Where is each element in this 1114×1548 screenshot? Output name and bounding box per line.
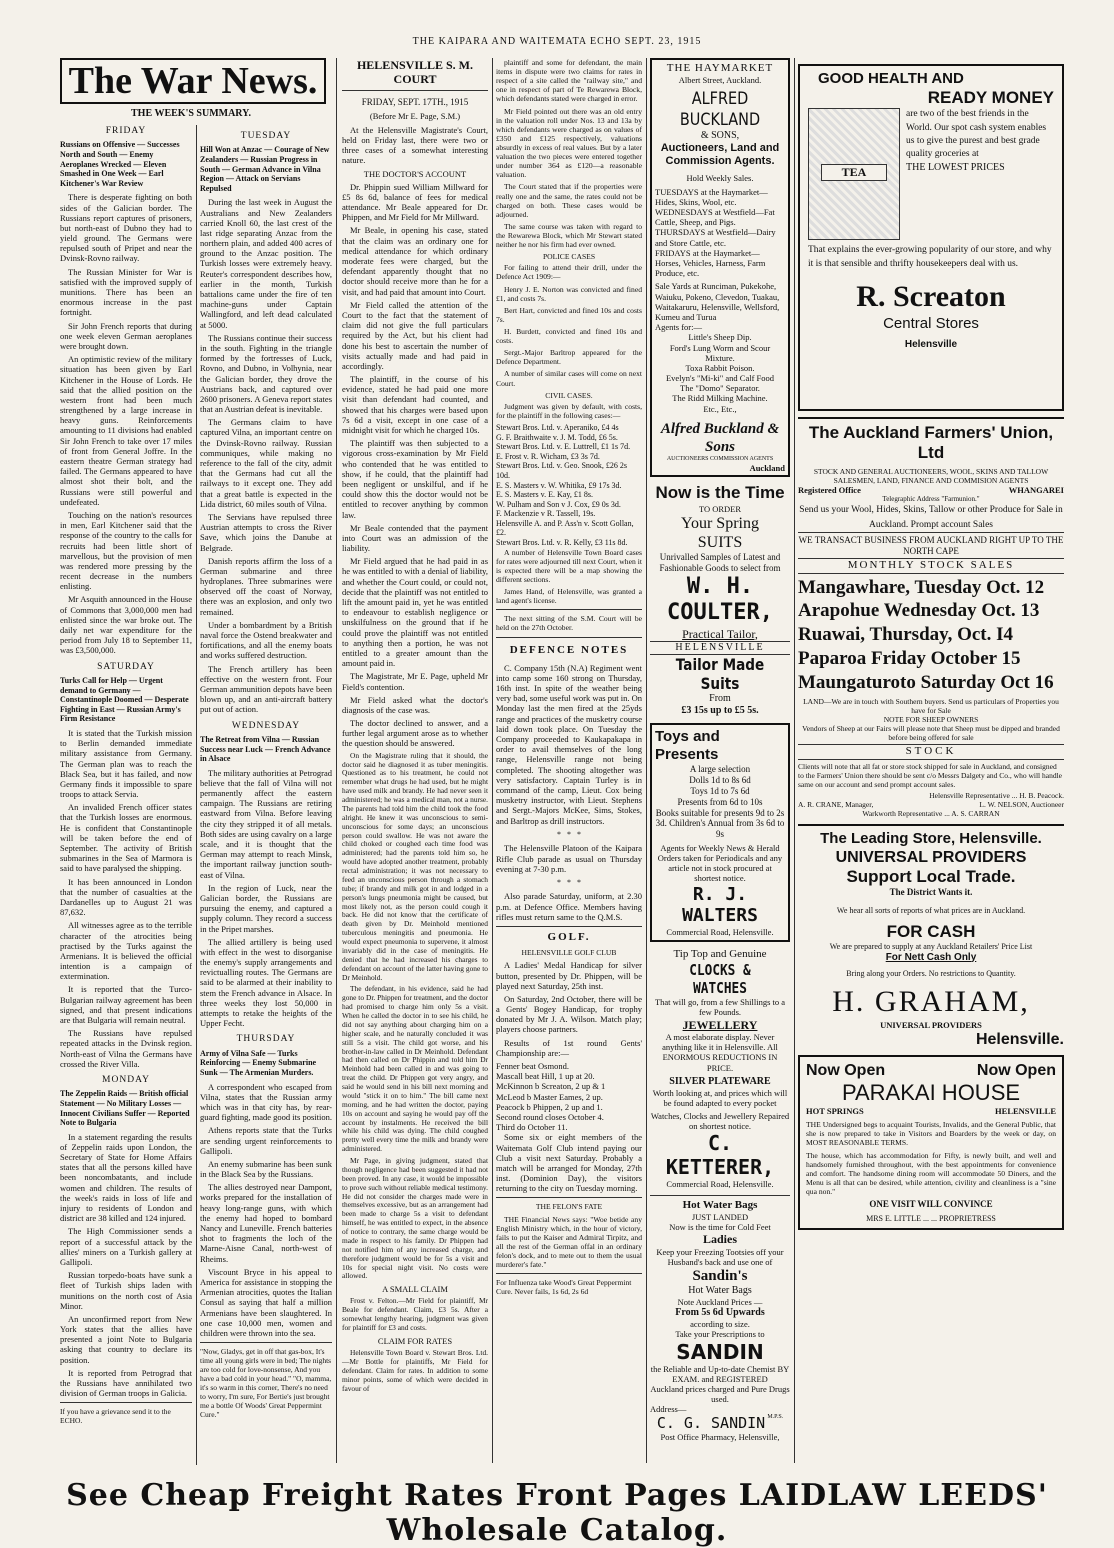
coulter-advert (650, 483, 790, 717)
golf-result: Peacock b Phippen, 2 up and 1. (496, 1101, 603, 1112)
mps-label: M.P.S. (767, 1414, 784, 1421)
wednesday-para: The allied artillery is being used with effect in the west to disorganise the enemy's supply arrangements and revictualling routes. The Germans are said to be alarmed at their inability to stem the French advance in Alsace. In three weeks they lost 50,000 in attempts to retake the heights of the Upper Fecht. (200, 936, 332, 1029)
now-is-time: Now is the Time (655, 483, 785, 503)
thursday-para: Athens reports state that the Turks are sending urgent reinforcements to Gallipoli. (200, 1125, 332, 1156)
practical-tailor: Practical Tailor, (682, 626, 758, 641)
tuesday-para: The Servians have repulsed three Austrian attempts to cross the River Save, which joins the Danube at Belgrade. (200, 511, 332, 553)
registered-office: Registered Office (798, 484, 861, 495)
police-line: Sergt.-Major Barltrop appeared for the Defence Department. (496, 348, 642, 367)
doctor-para: Mr Beale contended that the payment into Court was an admission of the liability. (342, 522, 488, 554)
saturday-label: SATURDAY (97, 661, 155, 672)
court-date: FRIDAY, SEPT. 17TH., 1915 (361, 96, 469, 107)
sale-yards: Sale Yards at Runciman, Pukekohe, Waiuku, Pokeno, Clevedon, Tuakau, Waitakaruru, Helensville, Wellsford, Kumeu and Turua (655, 281, 780, 322)
buckland-advert (650, 58, 790, 477)
central-stores: Central Stores (883, 314, 979, 332)
now-open-left: Now Open (806, 1061, 886, 1079)
court-title: HELENSVILLE S. M. COURT (342, 58, 488, 91)
civil-case: Helensville A. and P. Ass'n v. Scott Gollan, £2. (496, 518, 634, 538)
warkworth-rep: Warkworth Representative ... A. S. CARRAN (862, 808, 1000, 818)
parakai-text: The house, which has accommodation for Fifty, is newly built, and well and handsomely furnished throughout, with the best appointments for convenience and comfort. The handsome dining room will accommodate 50 Diners, and the Menu is all that can be desired, while attention, civility and cleanliness is a "sine qua non." (806, 1150, 1056, 1197)
column-rule (196, 125, 197, 1465)
doctor-para: The defendant, in his evidence, said he had gone to Dr. Phippen for treatment, and the doctor had promised to charge him only 5s a visit. When he called the doctor in to see his child, he did not say anything about charging him on a higher scale, and he naturally concluded it was still 5s a visit. The child got worse, and his brother-in-law called in Dr Meinhold. Defendant had then called on Dr Phippin and told him Dr Meinhold had been called in and was going to treat the child. Dr Phippen got very angry, and said he would send in his bill next morning and would "stick it on to him." The bill came next morning, and he had written the doctor, paying 10s on account and saying he would pay off the account by instalments. He received the bill while his child was dying. The child coughed pretty well every time the milk and brandy were administered. (342, 984, 488, 1154)
civil-case: E. Frost v. R. Wicham, £3 3s 7d. (496, 451, 600, 461)
doctor-para: Mr Field asked what the doctor's diagnosis of the case was. (342, 694, 488, 715)
golf-para: On Saturday, 2nd October, there will be a Gents' Bogey Handicap, for trophy donated by Mr J. A. Wilson. Match play; players choose partners. (496, 993, 642, 1035)
coulter-name: W. H. COULTER, (667, 573, 773, 626)
support-local-trade: Support Local Trade. (846, 866, 1016, 886)
golf-club-name: HELENSVILLE GOLF CLUB (521, 948, 617, 958)
adjourn-note: A number of Helensville Town Board cases for rates were adjourned till next Court, when it is expected there will be a map showing the different sections. (496, 547, 642, 584)
screaton-blurb: are two of the best friends in the World. Our spot cash system enables us to give the purest and best grade quality groceries at (906, 109, 1047, 160)
parakai-text: THE Undersigned begs to acquaint Tourists, Invalids, and the General Public, that she is now prepared to take in Visitors and Boarders by the week or day, on MOST REASONABLE TERMS. (806, 1120, 1056, 1148)
agency-item: Evelyn's "Mi-ki" and Calf Food (665, 373, 775, 384)
court-column (342, 58, 488, 1468)
plateware-label: SILVER PLATEWARE (669, 1075, 771, 1087)
friday-para: Mr Asquith announced in the House of Commons that 3,000,000 men had enlisted since the war broke out. The daily net war expenditure for the period from July 18 to September 11, was £3,500,000. (60, 594, 192, 656)
buckland-name: ALFRED BUCKLAND (679, 89, 761, 130)
sale-day: WEDNESDAYS at Westfield—Fat Cattle, Sheep, and Pigs. (655, 207, 775, 228)
doctor-para: Mr Beale, in opening his case, stated that the claim was an ordinary one for medical attendance for which ordinary moderate fees were charged, but the defendant apparently thought that no doctor should receive more than he for a visit, and had paid that amount into Court. (342, 225, 488, 297)
graham-town: Helensville. (975, 1031, 1064, 1049)
parakai-town: HELENSVILLE (995, 1106, 1056, 1117)
friday-para: The Russian Minister for War is satisfied with the improved supply of munitions. There has been an enormous increase in the past fortnight. (60, 266, 192, 318)
size-note: according to size. (690, 1319, 750, 1330)
civil-case: G. F. Braithwaite v. J. M. Todd, £6 5s. (496, 432, 618, 442)
column-rule (646, 58, 647, 1463)
doctor-para: Dr. Phippin sued William Millward for £5 8s 6d, balance of fees for medical attendance. Mr Beale appeared for Dr. Phippen, and Mr Field for Mr Millward. (342, 181, 488, 223)
police-line: H. Burdett, convicted and fined 10s and costs. (496, 326, 642, 346)
now-open-row (806, 1061, 1056, 1080)
thursday-para: An enemy submarine has been sunk in the Black Sea by the Russians. (200, 1158, 332, 1180)
friday-headline: Russians on Offensive — Successes North and South — Enemy Aeroplanes Wrecked — Eleven Smashed in One Week — Earl Kitchener's War Review (60, 140, 180, 188)
monday-para: Russian torpedo-boats have sunk a fleet of Turkish ships laden with munitions on the north cost of Asia Minor. (60, 1270, 192, 1311)
civil-case: Stewart Bros. Ltd. v. R. Kelly, £3 11s 8d. (496, 538, 628, 548)
friday-para: Touching on the nation's resources in men, Earl Kitchener said that the response of the country to the calls for recruits had been little short of marvellous, but the provision of men was rendered more pressing by the recent decrease in the numbers enlisting. (60, 509, 192, 592)
separator-stars: * * * (557, 877, 581, 887)
good-health-label: GOOD HEALTH AND (818, 70, 964, 87)
licence-note: James Hand, of Helensville, was granted a land agent's license. (496, 587, 642, 606)
plateware-text: Worth looking at, and prices which will be found adapted to every pocket (652, 1087, 788, 1108)
sale-day: FRIDAYS at the Haymarket—Horses, Vehicles, Harness, Farm Produce, etc. (655, 247, 766, 279)
toys-item: Dolls 1d to 8s 6d (689, 775, 751, 786)
agency-item: The "Domo" Separator. (680, 383, 760, 394)
week-summary-label: THE WEEK'S SUMMARY. (131, 108, 251, 119)
friday-para: There is desperate fighting on both sides of the Galician border. The Russians report captures of prisoners, but north-east of Dubno they had to yield ground. The Germans were repulsed south of Pripet and near the Dvinsk-Rovno railway. (60, 192, 192, 264)
one-visit: ONE VISIT WILL CONVINCE (869, 1199, 993, 1210)
defence-para: Also parade Saturday, uniform, at 2.30 p.m. at Defence Office. Members having rifles must return same to the Q.M.S. (496, 891, 642, 922)
tuesday-para: The Russians continue their success in the south. Fighting in the triangle formed by the fortresses of Luck, Rovno, and Dubno, in Volhynia, near the Galician border, they drove the Austrians back, and captured over 2600 prisoners. A Geneva report states that an Austrian defeat is inevitable. (200, 332, 332, 415)
agency-item: Etc., Etc., (703, 403, 737, 414)
farmers-union-advert (798, 417, 1064, 818)
haymarket-title: THE HAYMARKET (666, 62, 774, 74)
buckland-town: Auckland (749, 463, 785, 474)
civil-case: Stewart Bros. Ltd. v. Geo. Snook, £26 2s 10d. (496, 461, 628, 480)
tuesday-headline: Hill Won at Anzac — Courage of New Zealanders — Russian Progress in South — German Advance in Vilna Region — Attack on Servians Repulsed (200, 145, 330, 193)
civil-cases-list (496, 423, 642, 548)
repair-text: Watches, Clocks and Jewellery Repaired on shortest notice. (650, 1111, 790, 1132)
prices-text: Auckland prices charged and Pure Drugs used. (650, 1383, 790, 1405)
from-label: From (709, 693, 731, 705)
police-cases-head: POLICE CASES (542, 252, 596, 262)
civil-case: W. Pulham and Son v J. Cox, £9 0s 3d. (496, 499, 621, 509)
toys-item: Presents from 6d to 10s (677, 796, 763, 807)
wednesday-headline: The Retreat from Vilna — Russian Success near Luck — French Advance in Alsace (200, 734, 331, 764)
spring-label: Your Spring (681, 514, 759, 532)
next-sitting-note: The next sitting of the S.M. Court will be held on the 27th October. (496, 614, 642, 633)
lowest-prices: THE LOWEST PRICES (906, 161, 1005, 173)
graham-name: H. GRAHAM, (832, 985, 1030, 1019)
tuesday-para: During the last week in August the Australians and New Zealanders carried Knoll 60, the last crest of the last ridge separating Anzac from the northern plain, and added 400 acres of ground to the Anzac position. The Turkish losses were extremely heavy. Reuter's correspondent describes how, earlier in the month, Turkish battalions came under the fire of ten machine-guns under Captain Wallingford, and left dead calculated at 5000. (200, 197, 332, 330)
war-news-title-box: The War News. (60, 58, 326, 104)
civil-cases-head: CIVIL CASES. (545, 390, 593, 400)
ketterer-advert (650, 948, 790, 1190)
haymarket-address: Albert Street, Auckland. (678, 75, 762, 86)
stock-sale-item: Ruawai, Thursday, Oct. I4 (798, 624, 1014, 646)
agency-item: Ford's Lung Worm and Scour Mixture. (669, 342, 771, 363)
golf-result: Second round closes October 4. (496, 1111, 604, 1122)
friday-para: An optimistic review of the military situation has been given by Earl Kitchener in the House of Lords. He said that the allied position on the western front had been much strengthened by a large increase in heavy guns. Reinforcements amounting to 11 divisions had enabled Sir John French to take over 17 miles of front from General Joffre. In the eastern theatre German strategy had failed. The Germans appeared to have almost shot their bolt, and the Russians were still powerful and undefeated. (60, 354, 192, 507)
thursday-label: THURSDAY (236, 1034, 296, 1045)
saturday-para: It is reported that the Turco-Bulgarian railway agreement has been signed, and that present indications are that Bulgaria will remain neutral. (60, 984, 192, 1026)
unrivalled-text: Unrivalled Samples of Latest and Fashionable Goods to select from (659, 552, 781, 573)
toys-title: Toys and Presents (655, 728, 720, 764)
parakai-house: PARAKAI HOUSE (841, 1079, 1021, 1105)
sale-day: TUESDAYS at the Haymarket—Hides, Skins, Wool, etc. (655, 186, 768, 207)
golf-result: Mascall beat Hill, 1 up at 20. (496, 1071, 595, 1082)
golf-para: Some six or eight members of the Waitemata Golf Club intend paying our Club a visit next Saturday. Probably a match will be arranged for Monday, 27th inst. (Dominion Day), the visitors returning to the city on Tuesday morning. (496, 1132, 642, 1194)
address-label: Address— (650, 1404, 687, 1415)
sandin-title: SANDIN (676, 1339, 764, 1364)
small-claim-para: Frost v. Felton.—Mr Field for plaintiff, Mr Beale for defendant. Claim, £3 5s. After a somewhat lengthy hearing, judgment was given for plaintiff for £3 and costs. (342, 1296, 488, 1333)
sandin-signature (650, 1414, 790, 1432)
toys-item: Toys 1d to 7s 6d (690, 785, 750, 796)
tin-label: TEA (821, 164, 887, 180)
war-news-column-2 (200, 125, 332, 1468)
tuesday-para: Under a bombardment by a British naval force the Ostend breakwater and fortifications, and all the enemy boats and works suffered destruction. (200, 619, 332, 661)
police-line: Henry J. E. Norton was convicted and fined £1, and costs 7s. (496, 284, 642, 303)
golf-result: Fenner beat Osmond. (496, 1061, 569, 1072)
rates-cont-para: The same course was taken with regard to the Rewarewa Block, which Mr Stewart stated neither he nor his firm had ever owned. (496, 221, 642, 250)
friday-label: FRIDAY (105, 126, 147, 136)
doctor-para: The plaintiff, in the course of his evidence, stated he had paid one more visit than defendant had counted, and showed that his charges were based upon 7s 6d a visit, except in one case of a midnight visit for which he charged 10s. (342, 374, 488, 436)
police-line: For failing to attend their drill, under the Defence Act 1909:— (496, 263, 642, 282)
nett-cash: For Nett Cash Only (885, 951, 977, 963)
prescriptions-text: Take your Prescriptions to (675, 1329, 765, 1340)
now-open-right: Now Open (976, 1061, 1056, 1079)
agency-item: Toxa Rabbit Poison. (685, 362, 755, 373)
universal-providers: UNIVERSAL PROVIDERS (835, 848, 1027, 866)
rates-claim-head: CLAIM FOR RATES (377, 1335, 453, 1346)
golf-result: McLeod b Master Eames, 2 up. (496, 1091, 603, 1102)
monthly-stock-sales: MONTHLY STOCK SALES (798, 558, 1064, 573)
representative-line: Helensville Representative ... H. B. Peacock. (929, 790, 1064, 800)
saturday-headline: Turks Call for Help — Urgent demand to Germany — Constantinople Doomed — Desperate Fighting in East — Russian Army's Firm Resistance (60, 676, 189, 724)
to-order: TO ORDER (698, 503, 742, 514)
stock-head: STOCK (798, 744, 1064, 759)
buckland-logo-sub: AUCTIONEERS COMMISSION AGENTS (666, 455, 774, 462)
screaton-name: R. Screaton (856, 279, 1006, 313)
leading-store: The Leading Store, Helensville. (820, 829, 1042, 847)
column-rule (492, 58, 493, 1463)
farmers-trade: STOCK AND GENERAL AUCTIONEERS, WOOL, SKINS AND TALLOW SALESMEN, LAND, FINANCE AND COMMISION AGENTS (813, 466, 1049, 485)
for-cash: FOR CASH (886, 921, 976, 941)
transact-text: WE TRANSACT BUSINESS FROM AUCKLAND RIGHT UP TO THE NORTH CAPE (798, 532, 1064, 557)
court-intro: At the Helensville Magistrate's Court, held on Friday last, there were two or three cases of a somewhat interesting nature. (342, 124, 488, 166)
doctor-account-head: THE DOCTOR'S ACCOUNT (363, 168, 467, 179)
telegraphic-address: Telegraphic Address "Farmunion." (882, 494, 980, 503)
doctor-para: The plaintiff was then subjected to a vigorous cross-examination by Mr Field who contended that he was entitled to show, if he could, that the plaintiff had been negligent or unskilful, and if he could show this the doctor would not be entitled to recover anything by common law. (342, 438, 488, 520)
saturday-para: It has been announced in London that the number of casualties at the Dardanelles up to August 21 was 87,632. (60, 876, 192, 918)
rates-cont-para: The Court stated that if the properties were really one and the same, the rates could not be charged on both. These cases would be adjourned. (496, 182, 642, 219)
saturday-para: An invalided French officer states that the Turkish losses are enormous. He is confident that Constantinople will be taken before the end of September. The activity of British submarines in the Sea of Marmora is said to have paralysed the shipping. (60, 802, 192, 874)
ready-money-label: READY MONEY (927, 88, 1054, 107)
tuesday-para: The Germans claim to have captured Vilna, an important centre on the Dvinsk-Rovno railway. Russian communiques, while making no reference to the fall of the city, admit that the Germans had cut all the railways to it except one. They add that a great battle is expected in the Lida district, 60 miles south of Vilna. (200, 417, 332, 509)
jewellery-text: A most elaborate display. Never anything like it in Helensville. All ENORMOUS REDUCTIONS IN PRICE. (662, 1031, 778, 1073)
monday-para: It is reported from Petrograd that the Russians have annihilated two division of German troops in Galicia. (60, 1367, 192, 1399)
weekly-sales: Hold Weekly Sales. (686, 172, 754, 183)
thursday-para: The allies destroyed near Dampont, works prepared for the installation of heavy long-range guns, with which the enemy had hoped to bombard Nancy and Luneville. French batteries shot to fragments the loch of the Marne-Aisne Canal, north-west of Rheims. (200, 1182, 332, 1264)
parakai-advert (798, 1055, 1064, 1230)
coulter-town: HELENSVILLE (650, 641, 790, 655)
sheep-owners-head: NOTE FOR SHEEP OWNERS (883, 715, 979, 725)
court-before: (Before Mr E. Page, S.M.) (369, 110, 461, 121)
registered-office-row (798, 485, 1064, 495)
jewellery-label: JEWELLERY (682, 1017, 758, 1032)
walters-advert (650, 723, 790, 942)
prepared-supply: We are prepared to supply at any Auckland Retailers' Price List (829, 941, 1033, 951)
court-continued-column (496, 58, 642, 1468)
stock-sale-item: Paparoa Friday October 15 (798, 647, 1021, 669)
sandin-name: C. G. SANDIN (656, 1414, 766, 1433)
civil-case: Stewart Bros. Ltd. v. Aperaniko, £4 4s (496, 422, 619, 432)
felons-fate-head: THE FELON'S FATE (535, 1202, 603, 1212)
saturday-para: All witnesses agree as to the terrible character of the atrocities being practised by the Turks against the Armenians. It is believed the official intention is a campaign of extermination. (60, 920, 192, 982)
sandin-advert (650, 1195, 790, 1443)
golf-result: McKinnon b Screaton, 2 up & 1 (496, 1081, 606, 1092)
golf-para: A Ladies' Medal Handicap for silver button, presented by Dr. Phippen, will be played next Saturday, 25th inst. (496, 960, 642, 991)
monday-para: The High Commissioner sends a report of a successful attack by the allies' miners on a Turkish gallery at Gallipoli. (60, 1226, 192, 1267)
footer-banner: See Cheap Freight Rates Front Pages LAIDLAW LEEDS' Wholesale Catalog. (66, 1478, 1048, 1548)
influenza-ad: For Influenza take Wood's Great Peppermint Cure. Never fails, 1s 6d, 2s 6d (496, 1278, 632, 1297)
doctor-para: Mr Field called the attention of the Court to the fact that the statement of claim did not give the full particulars required by the Act, but his client had done his best to ascertain the number of visits actually made and had paid in accordingly. (342, 299, 488, 371)
civil-case: E. S. Masters v. E. Kay, £1 8s. (496, 490, 593, 500)
toys-selection: A large selection (689, 764, 751, 775)
buckland-trade: Auctioneers, Land and Commission Agents. (660, 142, 780, 168)
column-rule (794, 58, 795, 1463)
friday-para: Sir John French reports that during one week eleven German aeroplanes were brought down. (60, 320, 192, 351)
saturday-para: The Russians have repulsed repeated attacks in the Dvinsk region. North-east of Vilna the Germans have crossed the River Villa. (60, 1028, 192, 1069)
screaton-town: Helensville (904, 338, 958, 350)
ladies-label: Ladies (702, 1232, 737, 1247)
advertisements-column-2 (798, 64, 1064, 1468)
buckland-logo-text: Alfred Buckland & Sons (660, 420, 780, 455)
tiptop-label: Tip Top and Genuine (673, 948, 767, 961)
suits-label: SUITS (697, 533, 743, 551)
peppermint-cure-ad: "Now, Gladys, get in off that gas-box, It's time all young girls were in bed; The nights are too cold for love-nonsense, And you have a bad cold in your head." "O, mamma, it's so warm in this corner, There's no need to worry, I'm sure, For Bertie's just brought me a bottle Of Woods' Great Peppermint Cure." (200, 1347, 332, 1420)
clocks-watches: CLOCKS & WATCHES (689, 961, 751, 998)
civil-case: F. Mackenzie v R. Tassell, 19s. (496, 509, 596, 519)
chemist-text: the Reliable and Up-to-date Chemist BY EXAM. and REGISTERED (650, 1363, 790, 1384)
tuesday-para: The French artillery has been effective on the western front. Four German ammunition depots have been blown up, and an anti-aircraft battery put out of action. (200, 663, 332, 715)
police-line: A number of similar cases will come on next Court. (496, 369, 642, 388)
sheep-owners-note: Vendors of Sheep at our Fairs will please note that Sheep must be dipped and branded before being offered for sale (802, 724, 1060, 743)
monday-headline: The Zeppelin Raids — British official Statement — No Military Losses — Innocent Civilians Suffer — Reported Note to Bulgaria (60, 1089, 190, 1128)
doctor-para: Mr Field argued that he had paid in as he was entitled to with a denial of liability, and whether the Court could, or could not, decide that the plaintiff was not entitled to lift the amount paid in, yet he was entitled to endeavour to establish negligence or unskilfulness on the ground that if he could prove the plaintiff was not entitled to anything then a portion, he was not entitled to a greater amount than the amount paid in. (342, 556, 488, 669)
column-rule (336, 58, 337, 1463)
golf-head: GOLF. (547, 931, 591, 944)
wednesday-para: In the region of Luck, near the Galician border, the Russians are pursuing the enemy, and captured a supply column. They record a success in the Pripet marshes. (200, 882, 332, 934)
doctor-para: On the Magistrate ruling that it should, the doctor said he diagnosed it as tuber meningitis. Questioned as to his treatment, he could not remember what drugs he had used, but he might have used milk and brandy. He had never seen it administered; he was a medical man, not a nurse. The parents had told him the child took the food alright. He knew it was unconscious to semi-unconscious for some days; an unconscious person could swallow. He was not aware the child choked or coughed each time food was administered; had the parents told him so, he would have adopted another treatment, probably rectal administration; it was not necessary to feed an unconscious person through a stomach tube; if brandy and milk got in and lodged in a person's lungs pneumonia might be caused, but most likely not, as the person could cough it back. He did not know that the certificate of death given by Dr. Meinhold mentioned tuberculous meningitis and pneumonia. He would expect pneumonia to supervene, it almost invariably did in the case of meningitis. He denied that he had increased his charges to defendant on account of the latter having gone to Dr Meinhold. (342, 750, 488, 982)
tuesday-label: TUESDAY (240, 131, 292, 141)
district-wants: The District Wants it. (889, 887, 973, 898)
ketterer-address: Commercial Road, Helensville. (666, 1179, 774, 1190)
small-claim-head: A SMALL CLAIM (382, 1284, 448, 1295)
whangarei-label: WHANGAREI (1008, 484, 1064, 495)
monday-para: In a statement regarding the results of Zeppelin raids upon London, the Secretary of State for Home Affairs states that all the persons killed have been noncombatants, and include women and children. The results of the week's raids in loss of life and injury to residents of London and district are 38 killed and 124 injured. (60, 1131, 192, 1224)
stock-sale-item: Arapohue Wednesday Oct. 13 (798, 600, 1040, 622)
stock-sale-item: Mangawhare, Tuesday Oct. 12 (798, 576, 1045, 598)
graham-sub: UNIVERSAL PROVIDERS (880, 1020, 982, 1031)
civil-intro: Judgment was given by default, with costs, for the plaintiff in the following cases:— (496, 401, 642, 420)
walters-name: R. J. WALTERS (682, 883, 758, 927)
defence-para: The Helensville Platoon of the Kaipara Rifle Club parade as usual on Thursday evening at 7-30 p.m. (496, 843, 642, 874)
thursday-headline: Army of Vilna Safe — Turks Reinforcing — Enemy Submarine Sunk — The Armenian Murders. (200, 1048, 317, 1077)
tootsies-text: Keep your Freezing Tootsies off your Husband's back and use one of (656, 1246, 784, 1267)
agents-for: Agents for:— (655, 322, 702, 333)
suit-price: £3 15s up to £5 5s. (681, 705, 759, 717)
defence-para: C. Company 15th (N.A) Regiment went into camp some 160 strong on Thursday, 16th inst. In spite of the weather being very bad, some useful work was put in. On Monday last the men fired at the 25yds range and practices of the musketry course laid down took place. On Tuesday the Company proceeded to Kaukapakapa in order to avail themselves of the long range, Helensville range not being completed. The shooting altogether was very satisfactory. Captain Turley is in command of the camp, Lieut. Cox being musketry instructor, with Lieut. Stephens and Sergt.-Majors McKee, Sims, Stokes, and Barltrop as drill instructors. (496, 662, 642, 826)
sandins-label: Sandin's (692, 1267, 748, 1284)
rates-cont-para: plaintiff and some for defendant, the main items in dispute were two claims for rates in respect of a site called the "railway site," and one in respect of part of Te Rewarewa Block, which defendants stated were charged in error. (496, 58, 642, 104)
graham-advert (798, 824, 1064, 1050)
hot-water-bags-2: Hot Water Bags (688, 1284, 752, 1296)
buckland-logo (655, 420, 785, 463)
note-prices: Note Auckland Prices — (677, 1296, 763, 1307)
rates-claim-para: Helensville Town Board v. Stewart Bros. Ltd.—Mr Bottle for plaintiffs, Mr Field for defendant. Claim for rates. In addition to some minor points, some of which were decided in favour of (342, 1348, 488, 1393)
grocery-tin-illustration (808, 108, 900, 240)
walters-address: Commercial Road, Helensville. (666, 926, 774, 937)
manager-name: A. R. CRANE, Manager, (798, 799, 874, 809)
tailor-made-suits: Tailor Made Suits (675, 654, 765, 694)
advertisements-column-1 (650, 58, 790, 1468)
golf-para: Results of 1st round Gents' Championship are:— (496, 1037, 642, 1058)
pharmacy-address: Post Office Pharmacy, Helensville, (660, 1432, 780, 1443)
hot-springs: HOT SPRINGS (806, 1106, 864, 1117)
springs-row (806, 1106, 1056, 1116)
just-landed: JUST LANDED (691, 1211, 749, 1222)
stock-note: Clients will note that all fat or store stock shipped for sale in Auckland, and consigned to the Farmers' Union there should be sent c/o Messrs Dalgety and Co., who will handle same on our account and send prompt account sales. (798, 761, 1063, 789)
monday-label: MONDAY (102, 1074, 150, 1085)
send-produce: Send us your Wool, Hides, Skins, Tallow or other Produce for Sale in Auckland. Prompt account Sales (799, 505, 1063, 530)
saturday-para: It is stated that the Turkish mission to Berlin demanded immediate military assistance from Germany. The German plan was to reach the Black Sea, but it has failed, and now Germany finds it impossible to spare troops to attack Servia. (60, 727, 192, 800)
golf-result: Third do October 11. (496, 1122, 568, 1133)
masthead: THE KAIPARA AND WAITEMATA ECHO SEPT. 23, 1915 (412, 36, 702, 47)
agency-item: The Ridd Milking Machine. (672, 393, 768, 404)
thursday-para: A correspondent who escaped from Vilna, states that the Russian army which was in that city has, by rear-guard fighting, made good its position. (200, 1081, 332, 1123)
tuesday-para: Danish reports affirm the loss of a German submarine and three hydroplanes. Three submarines were observed off the coast of Norway, there was an explosion, and only two remained. (200, 555, 332, 617)
buckland-sons: & SONS, (700, 130, 740, 142)
doctor-para: The doctor declined to answer, and a further legal argument arose as to whether the question should be answered. (342, 718, 488, 749)
hot-water-bags: Hot Water Bags (682, 1198, 758, 1211)
toys-agents: Agents for Weekly News & Herald Orders taken for Periodicals and any article not in stock procured at shortest notice. (657, 842, 783, 884)
felons-fate-para: THE Financial News says: "Woe betide any English Ministry which, in the hour of victory, fails to put the Kaiser and Admiral Tirpitz, and all the rest of the German offal in an ordinary felon's dock, and to mete out to them the usual murderer's fate." (496, 1214, 642, 1270)
proprietress: MRS E. LITTLE ... ... PROPRIETRESS (866, 1213, 996, 1223)
thursday-para: Viscount Bryce in his appeal to America for assistance in stopping the Armenian atrocities, quotes the Italian Consul as saying that half a million Armenians have been slaughtered. In one case 10,000 men, women and children were thrown into the sea. (200, 1266, 332, 1338)
clocks-text: That will go, from a few Shillings to a few Pounds. (654, 997, 786, 1018)
explains-text: That explains the ever-growing popularity of our store, and why it is that sensible and thrifty housekeepers deal with us. (808, 245, 1052, 269)
sale-day: THURSDAYS at Westfield—Dairy and Store Cattle, etc. (655, 227, 776, 248)
bags-price: From 5s 6d Upwards (675, 1307, 765, 1319)
stock-sale-item: Maungaturoto Saturday Oct 16 (798, 671, 1054, 693)
land-note: LAND—We are in touch with Southern buyers. Send us particulars of Properties you have for Sale (803, 697, 1059, 716)
auctioneer-name: L. W. NELSON, Auctioneer (979, 799, 1064, 809)
separator-stars: * * * (557, 829, 581, 839)
defence-notes-head: DEFENCE NOTES (509, 643, 629, 656)
prices-reports: We hear all sorts of reports of what prices are in Auckland. (836, 905, 1026, 915)
wednesday-para: The military authorities at Petrograd believe that the fall of Vilna will not permanently affect the eastern campaign. The Russians are retiring eastward from Vilna. Before leaving the city they stripped it of all metals. Both sides are using cavalry on a large scale, and it is thought that the German may attempt to reach Minsk, the important railway junction south-east of Vilna. (200, 767, 332, 880)
cold-feet: Now is the time for Cold Feet (669, 1222, 771, 1233)
civil-case: Stewart Bros. Ltd. v. E. Luttrell, £1 1s 7d. (496, 442, 631, 452)
bring-orders: Bring along your Orders. No restrictions to Quantity. (846, 968, 1016, 978)
wednesday-label: WEDNESDAY (231, 720, 301, 731)
farmers-union-title: The Auckland Farmers' Union, Ltd (808, 423, 1054, 463)
manager-row (798, 800, 1064, 809)
ketterer-name: C. KETTERER, (665, 1131, 775, 1180)
screaton-advert (798, 64, 1064, 411)
police-line: Bert Hart, convicted and fined 10s and costs 7s. (496, 305, 642, 324)
toys-item: Books suitable for presents 9d to 2s 3d. Children's Annual from 3s 6d to 9s (655, 807, 785, 840)
monday-para: An unconfirmed report from New York states that the allies have presented a joint Note to Bulgaria asking that country to declare its position. (60, 1313, 192, 1365)
doctor-para: Mr Page, in giving judgment, stated that though negligence had been suggested it had not been proved. In any case, it would be impossible to prove such without reliable medical testimony. He did not consider the charges made were in themselves excessive, but as an arrangement had been made to charge 5s a visit to defendant himself, he was entitled to expect, in the absence of notice to contrary, the same charge would be made in respect to his family. Dr Phippen had not notified him of any increased charge, and therefore judgment would be for 5s a visit and 10s for special night visit. No costs were allowed. (342, 1156, 488, 1281)
rates-cont-para: Mr Field pointed out there was an old entry in the valuation roll under Nos. 13 and 13a by which defendants were charged as on values of £350 and £125 respectively, valuations absurdly in excess of real values. But by a later valuation the two pieces were entered together under number 364 as £120—a reasonable valuation. (496, 106, 642, 180)
agency-item: Little's Sheep Dip. (688, 332, 752, 343)
grievance-note: If you have a grievance send it to the ECHO. (60, 1407, 171, 1426)
doctor-para: The Magistrate, Mr E. Page, upheld Mr Field's contention. (342, 671, 488, 692)
civil-case: E. S. Masters v. W. Whitika, £9 17s 3d. (496, 480, 622, 490)
